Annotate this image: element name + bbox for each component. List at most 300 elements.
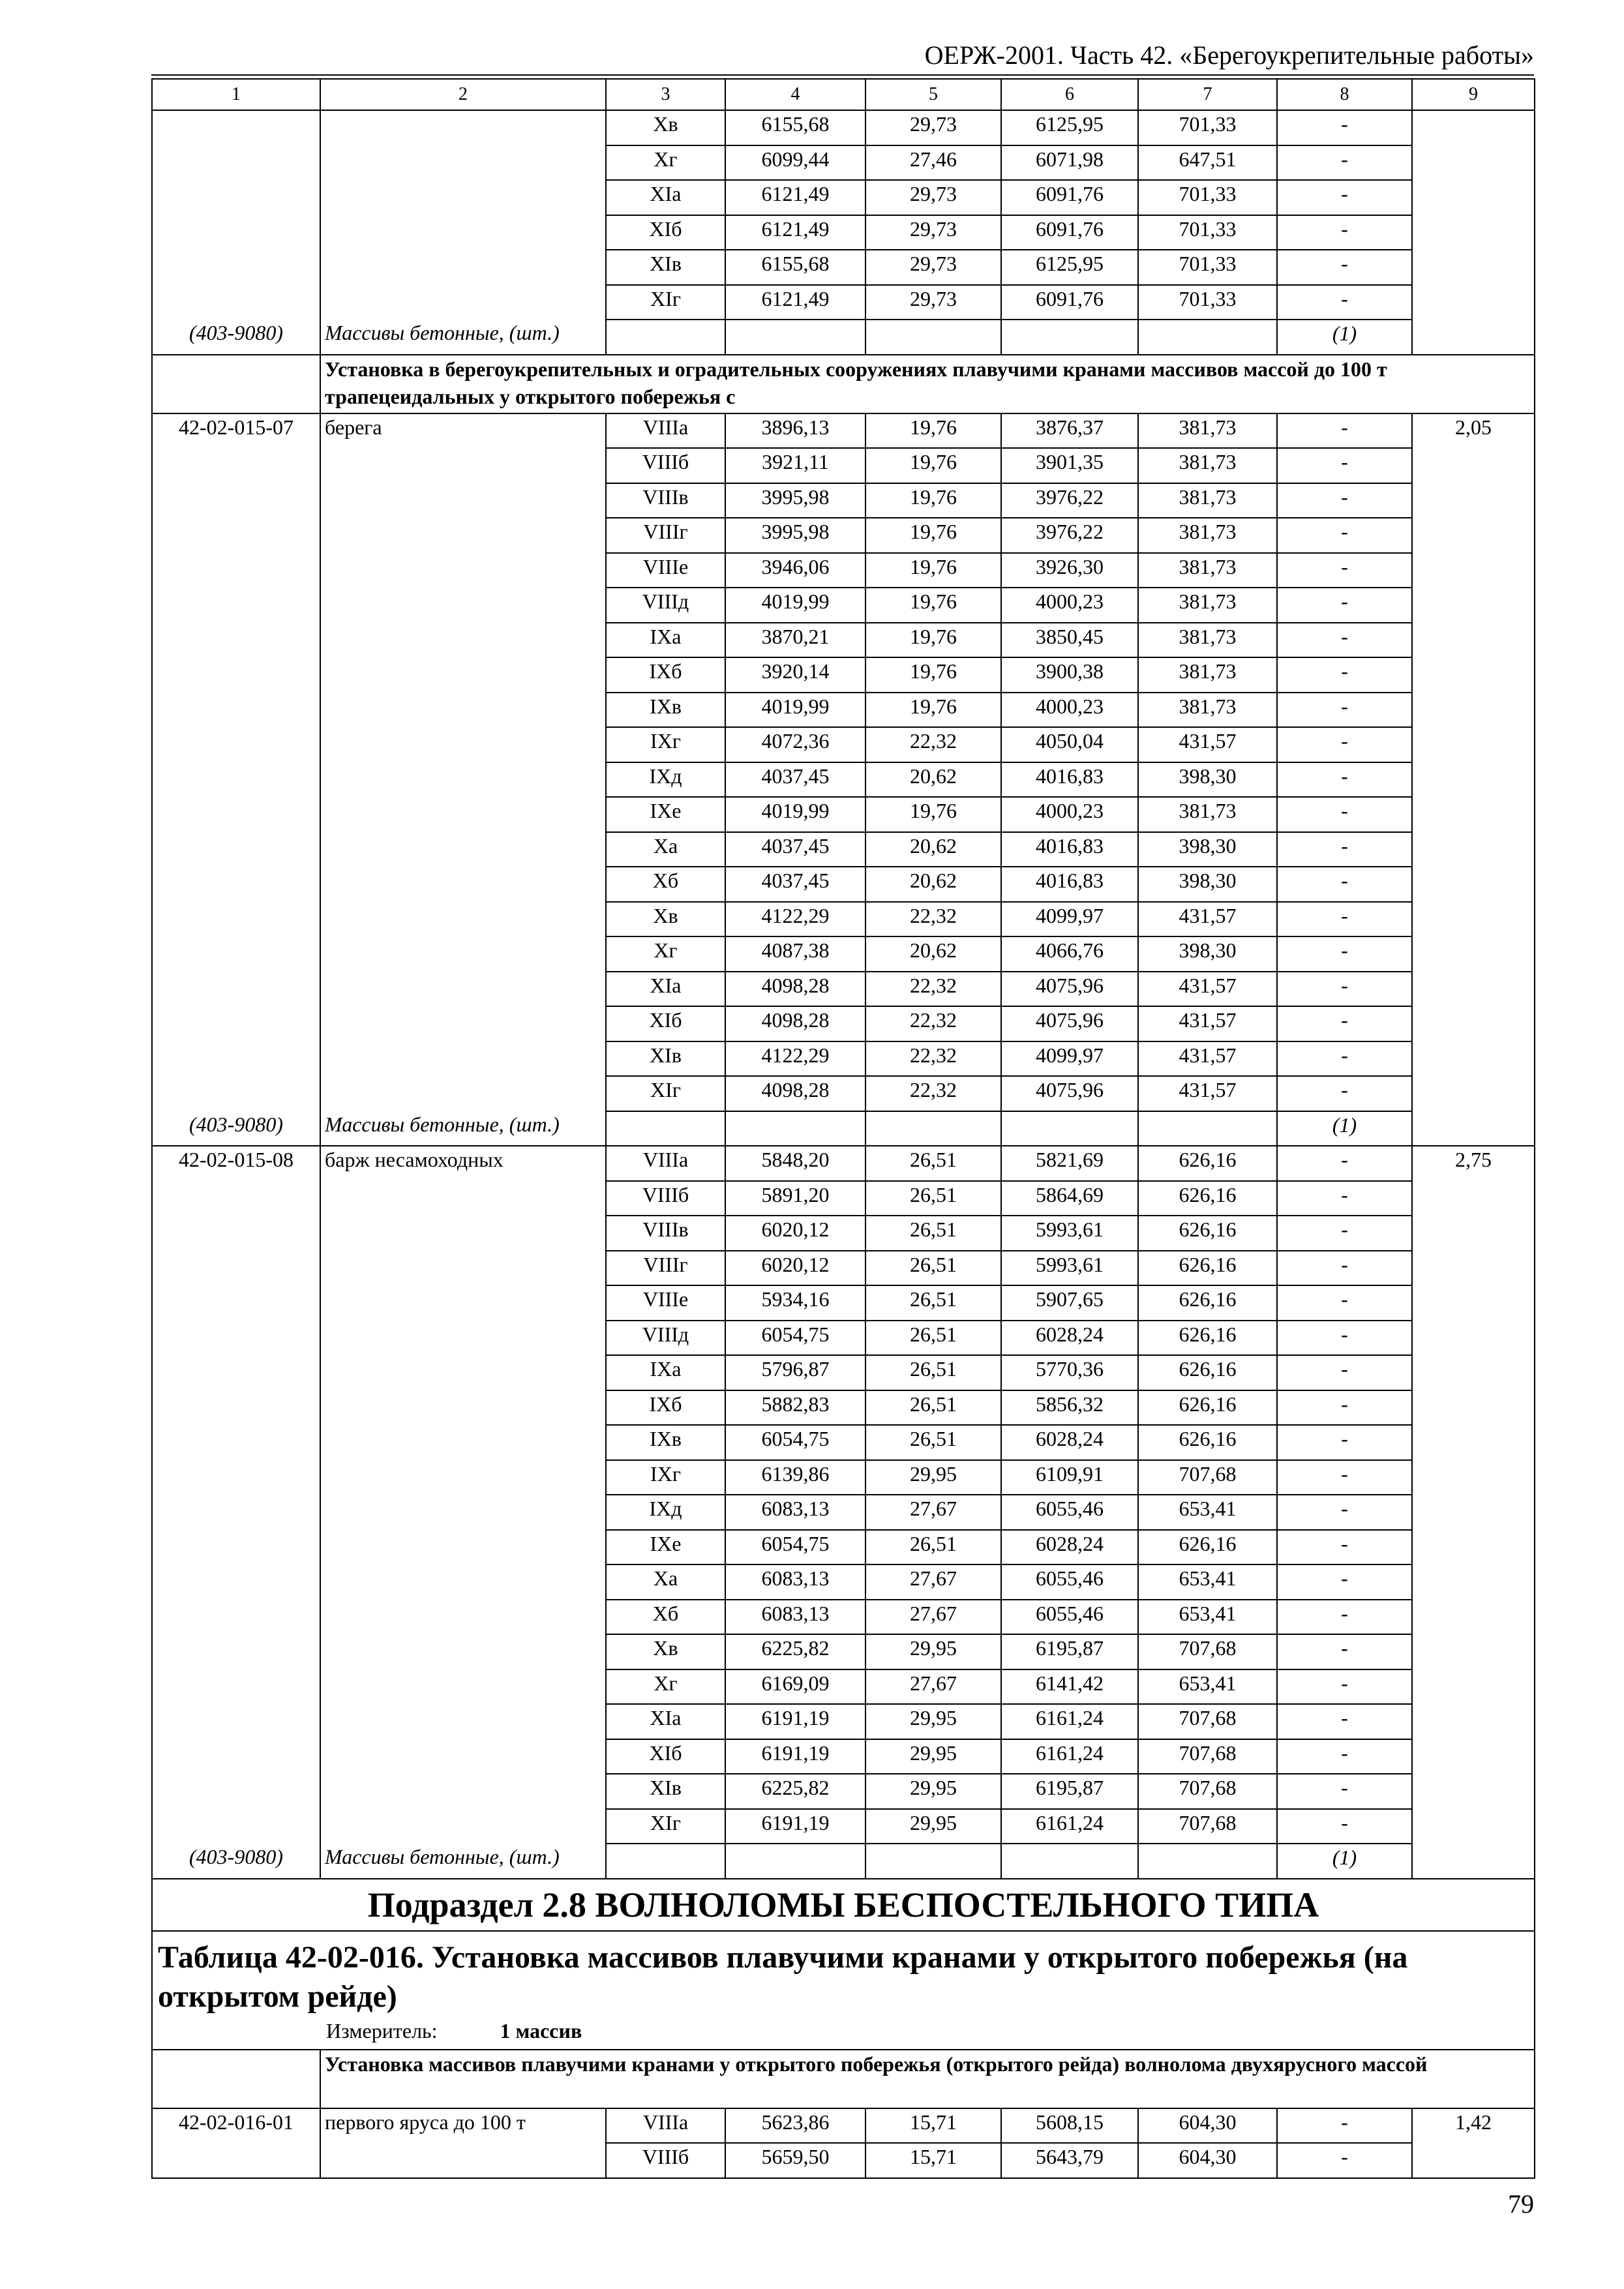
cell-col-4: 6083,13 <box>725 1600 865 1635</box>
cell-col-4: 6155,68 <box>725 110 865 145</box>
cell-col-5: 26,51 <box>865 1530 1001 1565</box>
table-row <box>152 1600 1535 1635</box>
column-number: 2 <box>320 79 606 110</box>
work-name <box>320 448 606 483</box>
cell-col-5: 19,76 <box>865 693 1001 728</box>
coefficient <box>1412 972 1535 1007</box>
coefficient-empty <box>1412 1111 1535 1146</box>
rate-code <box>152 867 320 902</box>
cell-col-7: 626,16 <box>1138 1355 1277 1390</box>
resource-footer-row <box>152 1844 1535 1879</box>
cell-col-6: 4050,04 <box>1001 727 1138 762</box>
cell-col-6: 6028,24 <box>1001 1425 1138 1460</box>
table-row <box>152 623 1535 658</box>
table-row <box>152 1041 1535 1077</box>
rate-code <box>152 1460 320 1495</box>
table-row <box>152 762 1535 798</box>
cell-col-6: 3900,38 <box>1001 657 1138 693</box>
cell-col-3: VIIIв <box>606 1216 725 1251</box>
empty-cell <box>1138 1844 1277 1879</box>
cell-col-4: 6020,12 <box>725 1216 865 1251</box>
cell-col-5: 27,67 <box>865 1564 1001 1600</box>
cell-col-8: - <box>1277 2143 1412 2178</box>
cell-col-4: 3921,11 <box>725 448 865 483</box>
table-row <box>152 1460 1535 1495</box>
cell-col-6: 4099,97 <box>1001 902 1138 937</box>
cell-col-6: 5643,79 <box>1001 2143 1138 2178</box>
cell-col-4: 5934,16 <box>725 1285 865 1321</box>
table-row <box>152 448 1535 483</box>
table-row <box>152 1251 1535 1286</box>
cell-col-7: 701,33 <box>1138 285 1277 320</box>
cell-col-8: - <box>1277 832 1412 867</box>
cell-col-3: VIIIе <box>606 553 725 588</box>
coefficient <box>1412 1530 1535 1565</box>
cell-col-5: 29,95 <box>865 1704 1001 1739</box>
work-name <box>320 832 606 867</box>
table-row <box>152 483 1535 518</box>
resource-name: Массивы бетонные, (шт.) <box>320 320 606 355</box>
cell-col-7: 431,57 <box>1138 1076 1277 1111</box>
table-row <box>152 1076 1535 1111</box>
coefficient <box>1412 693 1535 728</box>
cell-col-4: 6121,49 <box>725 285 865 320</box>
rate-code <box>152 180 320 215</box>
rate-code <box>152 448 320 483</box>
table-row <box>152 145 1535 181</box>
cell-col-4: 3896,13 <box>725 413 865 449</box>
coefficient <box>1412 762 1535 798</box>
coefficient <box>1412 1634 1535 1669</box>
cell-col-5: 22,32 <box>865 902 1001 937</box>
cell-col-7: 707,68 <box>1138 1634 1277 1669</box>
resource-quantity: (1) <box>1277 320 1412 355</box>
resource-name: Массивы бетонные, (шт.) <box>320 1111 606 1146</box>
cell-col-7: 707,68 <box>1138 1704 1277 1739</box>
cell-col-5: 26,51 <box>865 1146 1001 1181</box>
coefficient <box>1412 1041 1535 1077</box>
cell-col-6: 6125,95 <box>1001 250 1138 285</box>
empty-cell <box>1138 320 1277 355</box>
work-name <box>320 727 606 762</box>
subsection-title: Подраздел 2.8 ВОЛНОЛОМЫ БЕСПОСТЕЛЬНОГО ТИПА <box>152 1879 1535 1931</box>
cell-col-5: 19,76 <box>865 483 1001 518</box>
table-row <box>152 832 1535 867</box>
cell-col-5: 26,51 <box>865 1425 1001 1460</box>
cell-col-7: 381,73 <box>1138 623 1277 658</box>
coefficient <box>1412 588 1535 623</box>
work-name <box>320 250 606 285</box>
cell-col-5: 27,67 <box>865 1669 1001 1705</box>
cell-col-8: - <box>1277 1146 1412 1181</box>
cell-col-6: 6161,24 <box>1001 1809 1138 1844</box>
work-name <box>320 1251 606 1286</box>
table-row <box>152 1495 1535 1530</box>
coefficient <box>1412 832 1535 867</box>
cell-col-4: 6139,86 <box>725 1460 865 1495</box>
cell-col-7: 626,16 <box>1138 1181 1277 1216</box>
work-name <box>320 285 606 320</box>
rate-code <box>152 1669 320 1705</box>
cell-col-6: 6161,24 <box>1001 1739 1138 1774</box>
cell-col-6: 5864,69 <box>1001 1181 1138 1216</box>
column-number: 5 <box>865 79 1001 110</box>
cell-col-6: 5821,69 <box>1001 1146 1138 1181</box>
work-name <box>320 1600 606 1635</box>
cell-col-8: - <box>1277 972 1412 1007</box>
empty-cell <box>725 1111 865 1146</box>
work-name <box>320 1425 606 1460</box>
work-name <box>320 518 606 553</box>
cell-col-5: 19,76 <box>865 588 1001 623</box>
cell-col-4: 6225,82 <box>725 1634 865 1669</box>
cell-col-7: 701,33 <box>1138 250 1277 285</box>
measure-row <box>152 2016 1535 2050</box>
cell-col-5: 19,76 <box>865 413 1001 449</box>
cell-col-6: 6028,24 <box>1001 1321 1138 1356</box>
cell-col-4: 6121,49 <box>725 180 865 215</box>
cell-col-8: - <box>1277 1530 1412 1565</box>
rate-code <box>152 1530 320 1565</box>
cell-col-3: VIIIд <box>606 1321 725 1356</box>
cell-col-6: 6091,76 <box>1001 180 1138 215</box>
rate-code <box>152 1390 320 1426</box>
work-name <box>320 145 606 181</box>
cell-col-5: 29,95 <box>865 1634 1001 1669</box>
cell-col-7: 701,33 <box>1138 180 1277 215</box>
cell-col-5: 19,76 <box>865 623 1001 658</box>
cell-col-7: 653,41 <box>1138 1600 1277 1635</box>
cell-col-4: 3946,06 <box>725 553 865 588</box>
coefficient <box>1412 867 1535 902</box>
empty-cell <box>152 2050 320 2108</box>
cell-col-7: 431,57 <box>1138 727 1277 762</box>
rate-code <box>152 623 320 658</box>
cell-col-8: - <box>1277 1774 1412 1809</box>
cell-col-3: XIа <box>606 1704 725 1739</box>
group-heading: Установка в берегоукрепительных и оградительных сооружениях плавучими кранами массивов массой до 100 т трапецеидальных у открытого побережья с <box>320 355 1535 413</box>
work-name: барж несамоходных <box>320 1146 606 1181</box>
cell-col-7: 381,73 <box>1138 518 1277 553</box>
cell-col-8: - <box>1277 1006 1412 1041</box>
cell-col-5: 29,73 <box>865 250 1001 285</box>
cell-col-5: 26,51 <box>865 1251 1001 1286</box>
cell-col-8: - <box>1277 693 1412 728</box>
coefficient: 2,05 <box>1412 413 1535 449</box>
table-row <box>152 1146 1535 1181</box>
cell-col-4: 3995,98 <box>725 518 865 553</box>
cell-col-6: 6195,87 <box>1001 1634 1138 1669</box>
work-name <box>320 902 606 937</box>
column-number-row <box>152 79 1535 110</box>
cell-col-8: - <box>1277 867 1412 902</box>
work-name <box>320 1809 606 1844</box>
table-row <box>152 867 1535 902</box>
cell-col-3: Xб <box>606 1600 725 1635</box>
cell-col-4: 4037,45 <box>725 867 865 902</box>
cell-col-6: 4099,97 <box>1001 1041 1138 1077</box>
cell-col-5: 19,76 <box>865 553 1001 588</box>
resource-name: Массивы бетонные, (шт.) <box>320 1844 606 1879</box>
cell-col-8: - <box>1277 588 1412 623</box>
coefficient <box>1412 1355 1535 1390</box>
rate-code <box>152 902 320 937</box>
cell-col-3: XIв <box>606 250 725 285</box>
table-row <box>152 2143 1535 2178</box>
cell-col-6: 4016,83 <box>1001 867 1138 902</box>
cell-col-8: - <box>1277 1251 1412 1286</box>
cell-col-4: 6191,19 <box>725 1704 865 1739</box>
cell-col-4: 6083,13 <box>725 1495 865 1530</box>
coefficient <box>1412 1600 1535 1635</box>
table-row <box>152 693 1535 728</box>
work-name <box>320 483 606 518</box>
coefficient <box>1412 1181 1535 1216</box>
cell-col-8: - <box>1277 553 1412 588</box>
work-name <box>320 1739 606 1774</box>
cell-col-5: 27,67 <box>865 1600 1001 1635</box>
cell-col-5: 22,32 <box>865 727 1001 762</box>
cell-col-3: IXв <box>606 693 725 728</box>
table-row <box>152 1669 1535 1705</box>
cell-col-5: 26,51 <box>865 1355 1001 1390</box>
cell-col-3: IXе <box>606 1530 725 1565</box>
cell-col-6: 6071,98 <box>1001 145 1138 181</box>
cell-col-4: 5623,86 <box>725 2108 865 2144</box>
work-name <box>320 1774 606 1809</box>
cell-col-8: - <box>1277 1495 1412 1530</box>
rate-code <box>152 1076 320 1111</box>
cell-col-4: 5848,20 <box>725 1146 865 1181</box>
coefficient <box>1412 1390 1535 1426</box>
cell-col-3: Xв <box>606 1634 725 1669</box>
rate-code <box>152 1495 320 1530</box>
cell-col-7: 707,68 <box>1138 1739 1277 1774</box>
group-heading-row <box>152 2050 1535 2108</box>
column-number: 9 <box>1412 79 1535 110</box>
cell-col-5: 19,76 <box>865 448 1001 483</box>
table-row <box>152 1739 1535 1774</box>
cell-col-4: 4037,45 <box>725 832 865 867</box>
cell-col-3: VIIIб <box>606 1181 725 1216</box>
cell-col-7: 626,16 <box>1138 1390 1277 1426</box>
cell-col-4: 4087,38 <box>725 936 865 972</box>
cell-col-3: Xг <box>606 936 725 972</box>
rate-code <box>152 1564 320 1600</box>
rate-code <box>152 1739 320 1774</box>
cell-col-7: 381,73 <box>1138 483 1277 518</box>
cell-col-3: XIб <box>606 1006 725 1041</box>
coefficient-empty <box>1412 320 1535 355</box>
cell-col-4: 6054,75 <box>725 1321 865 1356</box>
running-header: ОЕРЖ-2001. Часть 42. «Берегоукрепительные работы» <box>924 40 1534 70</box>
table-row <box>152 180 1535 215</box>
work-name <box>320 1390 606 1426</box>
coefficient <box>1412 797 1535 832</box>
cell-col-5: 26,51 <box>865 1181 1001 1216</box>
resource-quantity: (1) <box>1277 1844 1412 1879</box>
cell-col-8: - <box>1277 762 1412 798</box>
rate-code: 42-02-015-08 <box>152 1146 320 1181</box>
coefficient <box>1412 250 1535 285</box>
cell-col-3: Xа <box>606 1564 725 1600</box>
table-row <box>152 657 1535 693</box>
cell-col-7: 381,73 <box>1138 657 1277 693</box>
rate-code <box>152 1321 320 1356</box>
cell-col-5: 27,67 <box>865 1495 1001 1530</box>
cell-col-3: XIв <box>606 1774 725 1809</box>
cell-col-6: 4000,23 <box>1001 693 1138 728</box>
cell-col-8: - <box>1277 1704 1412 1739</box>
table-row <box>152 250 1535 285</box>
measure-value: 1 массив <box>500 2018 582 2042</box>
cell-col-8: - <box>1277 2108 1412 2144</box>
column-number: 3 <box>606 79 725 110</box>
rate-code <box>152 250 320 285</box>
coefficient <box>1412 180 1535 215</box>
cell-col-5: 29,73 <box>865 110 1001 145</box>
rate-code <box>152 1634 320 1669</box>
rates-table <box>151 78 1535 2179</box>
cell-col-8: - <box>1277 902 1412 937</box>
cell-col-8: - <box>1277 145 1412 181</box>
cell-col-4: 6054,75 <box>725 1530 865 1565</box>
coefficient <box>1412 1669 1535 1705</box>
cell-col-4: 4122,29 <box>725 902 865 937</box>
rate-code <box>152 832 320 867</box>
cell-col-6: 3901,35 <box>1001 448 1138 483</box>
rate-code <box>152 145 320 181</box>
cell-col-5: 29,95 <box>865 1809 1001 1844</box>
cell-col-7: 431,57 <box>1138 1041 1277 1077</box>
cell-col-8: - <box>1277 1181 1412 1216</box>
table-row <box>152 1774 1535 1809</box>
resource-code: (403-9080) <box>152 320 320 355</box>
coefficient <box>1412 483 1535 518</box>
work-name <box>320 762 606 798</box>
cell-col-5: 15,71 <box>865 2143 1001 2178</box>
cell-col-3: VIIIб <box>606 2143 725 2178</box>
cell-col-7: 653,41 <box>1138 1564 1277 1600</box>
table-row <box>152 1390 1535 1426</box>
work-name <box>320 1006 606 1041</box>
empty-cell <box>865 1844 1001 1879</box>
cell-col-4: 5796,87 <box>725 1355 865 1390</box>
rate-code <box>152 972 320 1007</box>
cell-col-4: 3920,14 <box>725 657 865 693</box>
cell-col-4: 6225,82 <box>725 1774 865 1809</box>
table-row <box>152 1530 1535 1565</box>
cell-col-3: XIа <box>606 972 725 1007</box>
cell-col-8: - <box>1277 623 1412 658</box>
cell-col-3: XIг <box>606 1076 725 1111</box>
cell-col-8: - <box>1277 1669 1412 1705</box>
cell-col-7: 381,73 <box>1138 797 1277 832</box>
resource-footer-row <box>152 1111 1535 1146</box>
cell-col-3: XIб <box>606 215 725 250</box>
cell-col-7: 381,73 <box>1138 693 1277 728</box>
cell-col-5: 26,51 <box>865 1285 1001 1321</box>
rate-code <box>152 285 320 320</box>
cell-col-8: - <box>1277 1425 1412 1460</box>
cell-col-6: 6028,24 <box>1001 1530 1138 1565</box>
cell-col-7: 398,30 <box>1138 762 1277 798</box>
coefficient <box>1412 285 1535 320</box>
table-row <box>152 1809 1535 1844</box>
cell-col-3: IXд <box>606 1495 725 1530</box>
resource-code: (403-9080) <box>152 1844 320 1879</box>
cell-col-6: 5856,32 <box>1001 1390 1138 1426</box>
cell-col-5: 29,95 <box>865 1739 1001 1774</box>
cell-col-5: 15,71 <box>865 2108 1001 2144</box>
empty-cell <box>1001 320 1138 355</box>
coefficient <box>1412 110 1535 145</box>
resource-quantity: (1) <box>1277 1111 1412 1146</box>
work-name <box>320 1181 606 1216</box>
rate-code <box>152 1355 320 1390</box>
cell-col-7: 398,30 <box>1138 832 1277 867</box>
rate-code <box>152 1216 320 1251</box>
group-heading-row <box>152 355 1535 413</box>
work-name <box>320 657 606 693</box>
cell-col-5: 20,62 <box>865 832 1001 867</box>
cell-col-6: 5770,36 <box>1001 1355 1138 1390</box>
work-name <box>320 1041 606 1077</box>
cell-col-7: 707,68 <box>1138 1809 1277 1844</box>
table-row <box>152 588 1535 623</box>
coefficient <box>1412 518 1535 553</box>
table-row <box>152 902 1535 937</box>
coefficient <box>1412 1495 1535 1530</box>
cell-col-4: 6191,19 <box>725 1739 865 1774</box>
cell-col-8: - <box>1277 483 1412 518</box>
empty-cell <box>152 355 320 413</box>
cell-col-5: 20,62 <box>865 762 1001 798</box>
cell-col-3: IXа <box>606 1355 725 1390</box>
rate-code <box>152 1181 320 1216</box>
work-name: первого яруса до 100 т <box>320 2108 606 2144</box>
coefficient <box>1412 1739 1535 1774</box>
cell-col-3: VIIIв <box>606 483 725 518</box>
cell-col-4: 5891,20 <box>725 1181 865 1216</box>
cell-col-6: 5993,61 <box>1001 1251 1138 1286</box>
cell-col-3: IXд <box>606 762 725 798</box>
cell-col-7: 647,51 <box>1138 145 1277 181</box>
table-row <box>152 1006 1535 1041</box>
cell-col-6: 4066,76 <box>1001 936 1138 972</box>
cell-col-4: 6121,49 <box>725 215 865 250</box>
cell-col-6: 4016,83 <box>1001 832 1138 867</box>
cell-col-7: 431,57 <box>1138 972 1277 1007</box>
coefficient <box>1412 1460 1535 1495</box>
coefficient <box>1412 727 1535 762</box>
work-name <box>320 1076 606 1111</box>
cell-col-6: 4075,96 <box>1001 1076 1138 1111</box>
cell-col-3: VIIIд <box>606 588 725 623</box>
cell-col-3: VIIIб <box>606 448 725 483</box>
cell-col-7: 431,57 <box>1138 1006 1277 1041</box>
cell-col-8: - <box>1277 936 1412 972</box>
cell-col-7: 701,33 <box>1138 215 1277 250</box>
rate-code <box>152 693 320 728</box>
coefficient <box>1412 1564 1535 1600</box>
cell-col-3: VIIIг <box>606 1251 725 1286</box>
cell-col-6: 3926,30 <box>1001 553 1138 588</box>
cell-col-5: 29,73 <box>865 215 1001 250</box>
cell-col-3: IXб <box>606 657 725 693</box>
cell-col-3: Xв <box>606 110 725 145</box>
cell-col-5: 29,73 <box>865 285 1001 320</box>
